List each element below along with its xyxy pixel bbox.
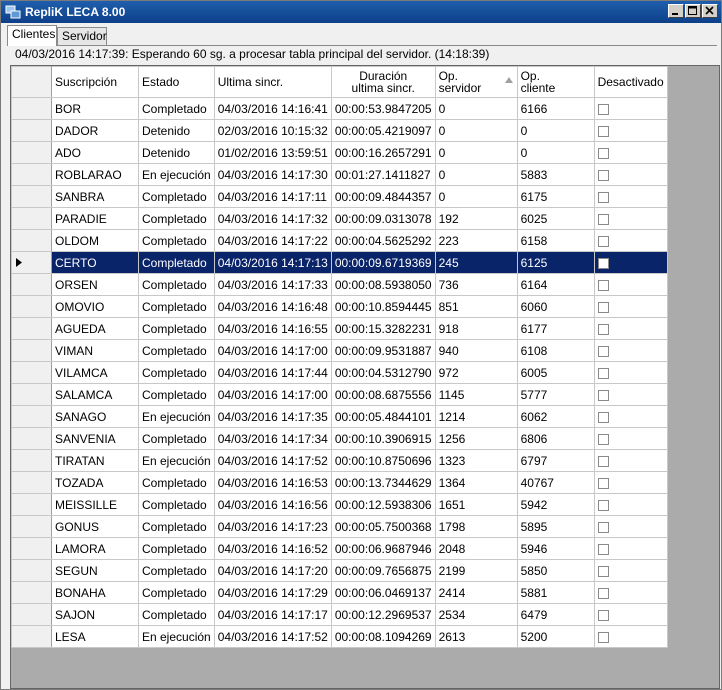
desactivado-checkbox[interactable] <box>598 456 609 467</box>
cell-desactivado <box>594 340 667 362</box>
row-header[interactable] <box>12 494 52 516</box>
cell-desactivado <box>594 450 667 472</box>
status-message: 04/03/2016 14:17:39: Esperando 60 sg. a procesar tabla principal del servidor. (14:18:39) <box>15 47 490 61</box>
cell-suscripcion[interactable]: ROBLARAO <box>52 164 139 186</box>
cell-duracion[interactable]: 00:00:06.9687946 <box>331 538 435 560</box>
cell-desactivado <box>594 164 667 186</box>
cell-duracion[interactable]: 00:00:10.8594445 <box>331 296 435 318</box>
cell-desactivado <box>594 582 667 604</box>
cell-op-cliente[interactable]: 5850 <box>517 560 594 582</box>
desactivado-checkbox[interactable] <box>598 478 609 489</box>
row-header[interactable] <box>12 120 52 142</box>
col-header-suscripcion[interactable] <box>52 67 139 98</box>
cell-estado[interactable]: Completado <box>139 538 215 560</box>
cell-desactivado <box>594 384 667 406</box>
cell-op-servidor[interactable]: 0 <box>435 142 517 164</box>
cell-op-cliente[interactable]: 6062 <box>517 406 594 428</box>
cell-op-cliente[interactable]: 6125 <box>517 252 594 274</box>
table-row[interactable] <box>12 582 668 604</box>
col-label-line1: Op. <box>438 69 458 83</box>
table-row[interactable] <box>12 186 668 208</box>
row-header[interactable] <box>12 340 52 362</box>
cell-desactivado <box>594 274 667 296</box>
desactivado-checkbox[interactable] <box>598 346 609 357</box>
cell-suscripcion[interactable]: BOR <box>52 98 139 120</box>
cell-ultima[interactable]: 04/03/2016 14:16:52 <box>214 538 331 560</box>
table-row[interactable] <box>12 296 668 318</box>
cell-estado[interactable]: Completado <box>139 362 215 384</box>
col-label-line1: Duración <box>359 69 408 83</box>
row-header[interactable] <box>12 164 52 186</box>
cell-op-cliente[interactable]: 5777 <box>517 384 594 406</box>
cell-op-cliente[interactable]: 0 <box>517 120 594 142</box>
cell-op-cliente[interactable]: 6177 <box>517 318 594 340</box>
row-header[interactable] <box>12 472 52 494</box>
cell-suscripcion[interactable]: ADO <box>52 142 139 164</box>
desactivado-checkbox[interactable] <box>598 170 609 181</box>
table-row[interactable] <box>12 384 668 406</box>
row-header[interactable] <box>12 142 52 164</box>
cell-ultima[interactable]: 04/03/2016 14:16:41 <box>214 98 331 120</box>
cell-duracion[interactable]: 00:00:04.5312790 <box>331 362 435 384</box>
cell-estado[interactable]: En ejecución <box>139 626 215 648</box>
cell-duracion[interactable]: 00:00:04.5625292 <box>331 230 435 252</box>
cell-duracion[interactable]: 00:00:53.9847205 <box>331 98 435 120</box>
cell-estado[interactable]: Completado <box>139 516 215 538</box>
grid-body <box>12 98 668 648</box>
cell-duracion[interactable]: 00:00:12.2969537 <box>331 604 435 626</box>
row-header[interactable] <box>12 604 52 626</box>
desactivado-checkbox[interactable] <box>598 192 609 203</box>
cell-ultima[interactable]: 04/03/2016 14:17:44 <box>214 362 331 384</box>
cell-ultima[interactable]: 04/03/2016 14:17:32 <box>214 208 331 230</box>
cell-desactivado <box>594 406 667 428</box>
cell-suscripcion[interactable]: GONUS <box>52 516 139 538</box>
desactivado-checkbox[interactable] <box>598 588 609 599</box>
table-row[interactable] <box>12 98 668 120</box>
cell-estado[interactable]: En ejecución <box>139 164 215 186</box>
cell-op-servidor[interactable]: 245 <box>435 252 517 274</box>
minimize-button[interactable] <box>668 4 684 18</box>
cell-op-cliente[interactable]: 5883 <box>517 164 594 186</box>
row-header[interactable] <box>12 230 52 252</box>
cell-suscripcion[interactable]: VIMAN <box>52 340 139 362</box>
row-header[interactable] <box>12 384 52 406</box>
cell-suscripcion[interactable]: TIRATAN <box>52 450 139 472</box>
cell-estado[interactable]: Completado <box>139 582 215 604</box>
table-row[interactable] <box>12 274 668 296</box>
cell-ultima[interactable]: 04/03/2016 14:17:00 <box>214 340 331 362</box>
cell-op-servidor[interactable]: 1256 <box>435 428 517 450</box>
cell-desactivado <box>594 208 667 230</box>
cell-op-servidor[interactable]: 1145 <box>435 384 517 406</box>
cell-estado[interactable]: Completado <box>139 472 215 494</box>
cell-op-cliente[interactable]: 6797 <box>517 450 594 472</box>
cell-op-servidor[interactable]: 2414 <box>435 582 517 604</box>
cell-desactivado <box>594 98 667 120</box>
table-row[interactable] <box>12 450 668 472</box>
cell-suscripcion[interactable]: CERTO <box>52 252 139 274</box>
cell-op-servidor[interactable]: 918 <box>435 318 517 340</box>
cell-suscripcion[interactable]: OMOVIO <box>52 296 139 318</box>
cell-duracion[interactable]: 00:00:05.4219097 <box>331 120 435 142</box>
table-row[interactable] <box>12 164 668 186</box>
cell-duracion[interactable]: 00:00:09.7656875 <box>331 560 435 582</box>
cell-duracion[interactable]: 00:00:08.1094269 <box>331 626 435 648</box>
cell-op-cliente[interactable]: 6060 <box>517 296 594 318</box>
table-row[interactable] <box>12 318 668 340</box>
cell-ultima[interactable]: 04/03/2016 14:17:29 <box>214 582 331 604</box>
cell-desactivado <box>594 230 667 252</box>
cell-suscripcion[interactable]: VILAMCA <box>52 362 139 384</box>
cell-op-servidor[interactable]: 1364 <box>435 472 517 494</box>
desactivado-checkbox[interactable] <box>598 148 609 159</box>
close-button[interactable] <box>702 4 718 18</box>
cell-suscripcion[interactable]: AGUEDA <box>52 318 139 340</box>
row-header[interactable] <box>12 428 52 450</box>
cell-desactivado <box>594 362 667 384</box>
window-title: RepliK LECA 8.00 <box>25 5 126 19</box>
desactivado-checkbox[interactable] <box>598 258 609 269</box>
header-row <box>12 67 668 98</box>
cell-duracion[interactable]: 00:00:15.3282231 <box>331 318 435 340</box>
col-label: Desactivado <box>597 75 664 89</box>
cell-ultima[interactable]: 04/03/2016 14:17:22 <box>214 230 331 252</box>
desactivado-checkbox[interactable] <box>598 632 609 643</box>
col-header-ultima[interactable] <box>214 67 331 98</box>
cell-ultima[interactable]: 04/03/2016 14:17:11 <box>214 186 331 208</box>
desactivado-checkbox[interactable] <box>598 302 609 313</box>
cell-duracion[interactable]: 00:00:09.0313078 <box>331 208 435 230</box>
cell-op-servidor[interactable]: 736 <box>435 274 517 296</box>
cell-desactivado <box>594 626 667 648</box>
cell-suscripcion[interactable]: SALAMCA <box>52 384 139 406</box>
cell-ultima[interactable]: 04/03/2016 14:17:35 <box>214 406 331 428</box>
cell-estado[interactable]: Completado <box>139 560 215 582</box>
cell-suscripcion[interactable]: OLDOM <box>52 230 139 252</box>
tab-divider <box>7 45 717 46</box>
cell-estado[interactable]: Completado <box>139 296 215 318</box>
row-header-corner <box>12 67 52 98</box>
cell-desactivado <box>594 560 667 582</box>
table-row[interactable] <box>12 142 668 164</box>
cell-op-servidor[interactable]: 2199 <box>435 560 517 582</box>
cell-desactivado <box>594 318 667 340</box>
desactivado-checkbox[interactable] <box>598 390 609 401</box>
cell-op-servidor[interactable]: 0 <box>435 186 517 208</box>
table-row[interactable] <box>12 560 668 582</box>
cell-estado[interactable]: Detenido <box>139 120 215 142</box>
desactivado-checkbox[interactable] <box>598 126 609 137</box>
title-bar[interactable] <box>1 1 721 23</box>
desactivado-checkbox[interactable] <box>598 522 609 533</box>
cell-op-cliente[interactable]: 6158 <box>517 230 594 252</box>
cell-op-cliente[interactable]: 0 <box>517 142 594 164</box>
subscriptions-table <box>11 66 668 648</box>
cell-ultima[interactable]: 01/02/2016 13:59:51 <box>214 142 331 164</box>
row-header[interactable] <box>12 318 52 340</box>
cell-suscripcion[interactable]: SANBRA <box>52 186 139 208</box>
row-header[interactable] <box>12 274 52 296</box>
cell-op-cliente[interactable]: 6164 <box>517 274 594 296</box>
row-header[interactable] <box>12 582 52 604</box>
col-header-duracion[interactable] <box>331 67 435 98</box>
desactivado-checkbox[interactable] <box>598 280 609 291</box>
cell-op-cliente[interactable]: 40767 <box>517 472 594 494</box>
cell-suscripcion[interactable]: LAMORA <box>52 538 139 560</box>
desactivado-checkbox[interactable] <box>598 324 609 335</box>
cell-duracion[interactable]: 00:00:10.3906915 <box>331 428 435 450</box>
row-header[interactable] <box>12 296 52 318</box>
cell-estado[interactable]: Completado <box>139 230 215 252</box>
col-header-desactivado[interactable] <box>594 67 667 98</box>
desactivado-checkbox[interactable] <box>598 368 609 379</box>
cell-op-servidor[interactable]: 0 <box>435 98 517 120</box>
table-row[interactable] <box>12 362 668 384</box>
cell-suscripcion[interactable]: MEISSILLE <box>52 494 139 516</box>
cell-desactivado <box>594 142 667 164</box>
col-label-line1: Op. <box>520 69 540 83</box>
cell-estado[interactable]: Completado <box>139 252 215 274</box>
cell-op-servidor[interactable]: 1323 <box>435 450 517 472</box>
row-header[interactable] <box>12 362 52 384</box>
cell-ultima[interactable]: 04/03/2016 14:17:52 <box>214 626 331 648</box>
cell-desactivado <box>594 538 667 560</box>
table-row[interactable] <box>12 120 668 142</box>
row-header[interactable] <box>12 252 52 274</box>
cell-ultima[interactable]: 04/03/2016 14:17:34 <box>214 428 331 450</box>
cell-op-servidor[interactable]: 2534 <box>435 604 517 626</box>
col-label: Estado <box>142 75 180 89</box>
cell-op-cliente[interactable]: 5946 <box>517 538 594 560</box>
cell-ultima[interactable]: 04/03/2016 14:17:17 <box>214 604 331 626</box>
cell-op-servidor[interactable]: 1798 <box>435 516 517 538</box>
cell-duracion[interactable]: 00:00:09.6719369 <box>331 252 435 274</box>
cell-estado[interactable]: En ejecución <box>139 450 215 472</box>
cell-desactivado <box>594 604 667 626</box>
cell-ultima[interactable]: 02/03/2016 10:15:32 <box>214 120 331 142</box>
cell-ultima[interactable]: 04/03/2016 14:17:52 <box>214 450 331 472</box>
table-row[interactable] <box>12 604 668 626</box>
cell-estado[interactable]: Completado <box>139 384 215 406</box>
cell-estado[interactable]: Completado <box>139 428 215 450</box>
cell-op-servidor[interactable]: 2613 <box>435 626 517 648</box>
cell-suscripcion[interactable]: PARADIE <box>52 208 139 230</box>
cell-duracion[interactable]: 00:00:05.7500368 <box>331 516 435 538</box>
cell-op-cliente[interactable]: 5942 <box>517 494 594 516</box>
cell-op-cliente[interactable]: 6479 <box>517 604 594 626</box>
row-header[interactable] <box>12 208 52 230</box>
cell-suscripcion[interactable]: SEGUN <box>52 560 139 582</box>
cell-op-servidor[interactable]: 972 <box>435 362 517 384</box>
cell-ultima[interactable]: 04/03/2016 14:17:13 <box>214 252 331 274</box>
cell-op-cliente[interactable]: 6005 <box>517 362 594 384</box>
desactivado-checkbox[interactable] <box>598 214 609 225</box>
cell-ultima[interactable]: 04/03/2016 14:17:33 <box>214 274 331 296</box>
table-row[interactable] <box>12 428 668 450</box>
cell-suscripcion[interactable]: LESA <box>52 626 139 648</box>
table-row[interactable] <box>12 538 668 560</box>
cell-op-cliente[interactable]: 5895 <box>517 516 594 538</box>
cell-suscripcion[interactable]: SAJON <box>52 604 139 626</box>
cell-op-servidor[interactable]: 940 <box>435 340 517 362</box>
sort-ascending-icon <box>505 77 513 83</box>
cell-desactivado <box>594 252 667 274</box>
col-label: Ultima sincr. <box>217 75 284 89</box>
row-header[interactable] <box>12 98 52 120</box>
table-row[interactable] <box>12 406 668 428</box>
cell-duracion[interactable]: 00:00:16.2657291 <box>331 142 435 164</box>
desactivado-checkbox[interactable] <box>598 412 609 423</box>
row-header[interactable] <box>12 516 52 538</box>
cell-duracion[interactable]: 00:00:12.5938306 <box>331 494 435 516</box>
cell-ultima[interactable]: 04/03/2016 14:17:00 <box>214 384 331 406</box>
cell-op-servidor[interactable]: 223 <box>435 230 517 252</box>
cell-op-servidor[interactable]: 2048 <box>435 538 517 560</box>
row-header[interactable] <box>12 186 52 208</box>
row-header[interactable] <box>12 450 52 472</box>
cell-estado[interactable]: Completado <box>139 340 215 362</box>
cell-op-servidor[interactable]: 1651 <box>435 494 517 516</box>
row-header[interactable] <box>12 406 52 428</box>
row-header[interactable] <box>12 626 52 648</box>
desactivado-checkbox[interactable] <box>598 236 609 247</box>
cell-duracion[interactable]: 00:00:06.0469137 <box>331 582 435 604</box>
cell-duracion[interactable]: 00:00:13.7344629 <box>331 472 435 494</box>
desactivado-checkbox[interactable] <box>598 500 609 511</box>
cell-duracion[interactable]: 00:00:10.8750696 <box>331 450 435 472</box>
col-label-line2: cliente <box>520 81 556 95</box>
cell-suscripcion[interactable]: BONAHA <box>52 582 139 604</box>
cell-estado[interactable]: Completado <box>139 494 215 516</box>
app-icon <box>5 4 21 20</box>
cell-ultima[interactable]: 04/03/2016 14:16:56 <box>214 494 331 516</box>
cell-op-servidor[interactable]: 0 <box>435 120 517 142</box>
cell-desactivado <box>594 186 667 208</box>
desactivado-checkbox[interactable] <box>598 610 609 621</box>
cell-desactivado <box>594 120 667 142</box>
cell-op-cliente[interactable]: 5200 <box>517 626 594 648</box>
cell-op-cliente[interactable]: 6108 <box>517 340 594 362</box>
row-header[interactable] <box>12 538 52 560</box>
cell-ultima[interactable]: 04/03/2016 14:16:55 <box>214 318 331 340</box>
cell-op-cliente[interactable]: 6175 <box>517 186 594 208</box>
table-row[interactable] <box>12 626 668 648</box>
table-row[interactable] <box>12 252 668 274</box>
row-header[interactable] <box>12 560 52 582</box>
table-row[interactable] <box>12 340 668 362</box>
cell-op-servidor[interactable]: 1214 <box>435 406 517 428</box>
cell-estado[interactable]: Completado <box>139 604 215 626</box>
table-row[interactable] <box>12 230 668 252</box>
cell-duracion[interactable]: 00:00:08.6875556 <box>331 384 435 406</box>
cell-estado[interactable]: Completado <box>139 98 215 120</box>
desactivado-checkbox[interactable] <box>598 434 609 445</box>
tab-servidor[interactable]: Servidor <box>57 27 107 45</box>
cell-ultima[interactable]: 04/03/2016 14:17:20 <box>214 560 331 582</box>
desactivado-checkbox[interactable] <box>598 566 609 577</box>
cell-estado[interactable]: Completado <box>139 318 215 340</box>
table-row[interactable] <box>12 472 668 494</box>
cell-suscripcion[interactable]: DADOR <box>52 120 139 142</box>
col-label: Suscripción <box>55 75 118 89</box>
cell-estado[interactable]: Detenido <box>139 142 215 164</box>
cell-desactivado <box>594 494 667 516</box>
cell-duracion[interactable]: 00:00:08.5938050 <box>331 274 435 296</box>
cell-ultima[interactable]: 04/03/2016 14:17:23 <box>214 516 331 538</box>
cell-op-cliente[interactable]: 6025 <box>517 208 594 230</box>
table-row[interactable] <box>12 208 668 230</box>
maximize-button[interactable] <box>685 4 701 18</box>
subscriptions-grid[interactable] <box>10 65 720 689</box>
cell-estado[interactable]: En ejecución <box>139 406 215 428</box>
cell-ultima[interactable]: 04/03/2016 14:17:30 <box>214 164 331 186</box>
cell-suscripcion[interactable]: SANVENIA <box>52 428 139 450</box>
cell-op-cliente[interactable]: 5881 <box>517 582 594 604</box>
cell-desactivado <box>594 516 667 538</box>
desactivado-checkbox[interactable] <box>598 544 609 555</box>
cell-duracion[interactable]: 00:00:09.9531887 <box>331 340 435 362</box>
cell-ultima[interactable]: 04/03/2016 14:16:53 <box>214 472 331 494</box>
cell-duracion[interactable]: 00:01:27.1411827 <box>331 164 435 186</box>
cell-op-cliente[interactable]: 6166 <box>517 98 594 120</box>
cell-suscripcion[interactable]: TOZADA <box>52 472 139 494</box>
cell-estado[interactable]: Completado <box>139 208 215 230</box>
cell-suscripcion[interactable]: SANAGO <box>52 406 139 428</box>
cell-op-servidor[interactable]: 0 <box>435 164 517 186</box>
cell-desactivado <box>594 472 667 494</box>
desactivado-checkbox[interactable] <box>598 104 609 115</box>
current-row-indicator-icon <box>16 258 22 267</box>
cell-estado[interactable]: Completado <box>139 186 215 208</box>
cell-ultima[interactable]: 04/03/2016 14:16:48 <box>214 296 331 318</box>
cell-estado[interactable]: Completado <box>139 274 215 296</box>
col-label-line2: ultima sincr. <box>351 81 415 95</box>
cell-suscripcion[interactable]: ORSEN <box>52 274 139 296</box>
tab-clientes[interactable]: Clientes <box>7 25 57 46</box>
cell-desactivado <box>594 428 667 450</box>
cell-op-cliente[interactable]: 6806 <box>517 428 594 450</box>
cell-duracion[interactable]: 00:00:09.4844357 <box>331 186 435 208</box>
cell-op-servidor[interactable]: 192 <box>435 208 517 230</box>
cell-duracion[interactable]: 00:00:05.4844101 <box>331 406 435 428</box>
cell-desactivado <box>594 296 667 318</box>
table-row[interactable] <box>12 516 668 538</box>
col-label-line2: servidor <box>438 81 482 95</box>
col-header-op-servidor[interactable] <box>435 67 517 98</box>
cell-op-servidor[interactable]: 851 <box>435 296 517 318</box>
col-header-estado[interactable] <box>139 67 215 98</box>
col-header-op-cliente[interactable] <box>517 67 594 98</box>
table-row[interactable] <box>12 494 668 516</box>
